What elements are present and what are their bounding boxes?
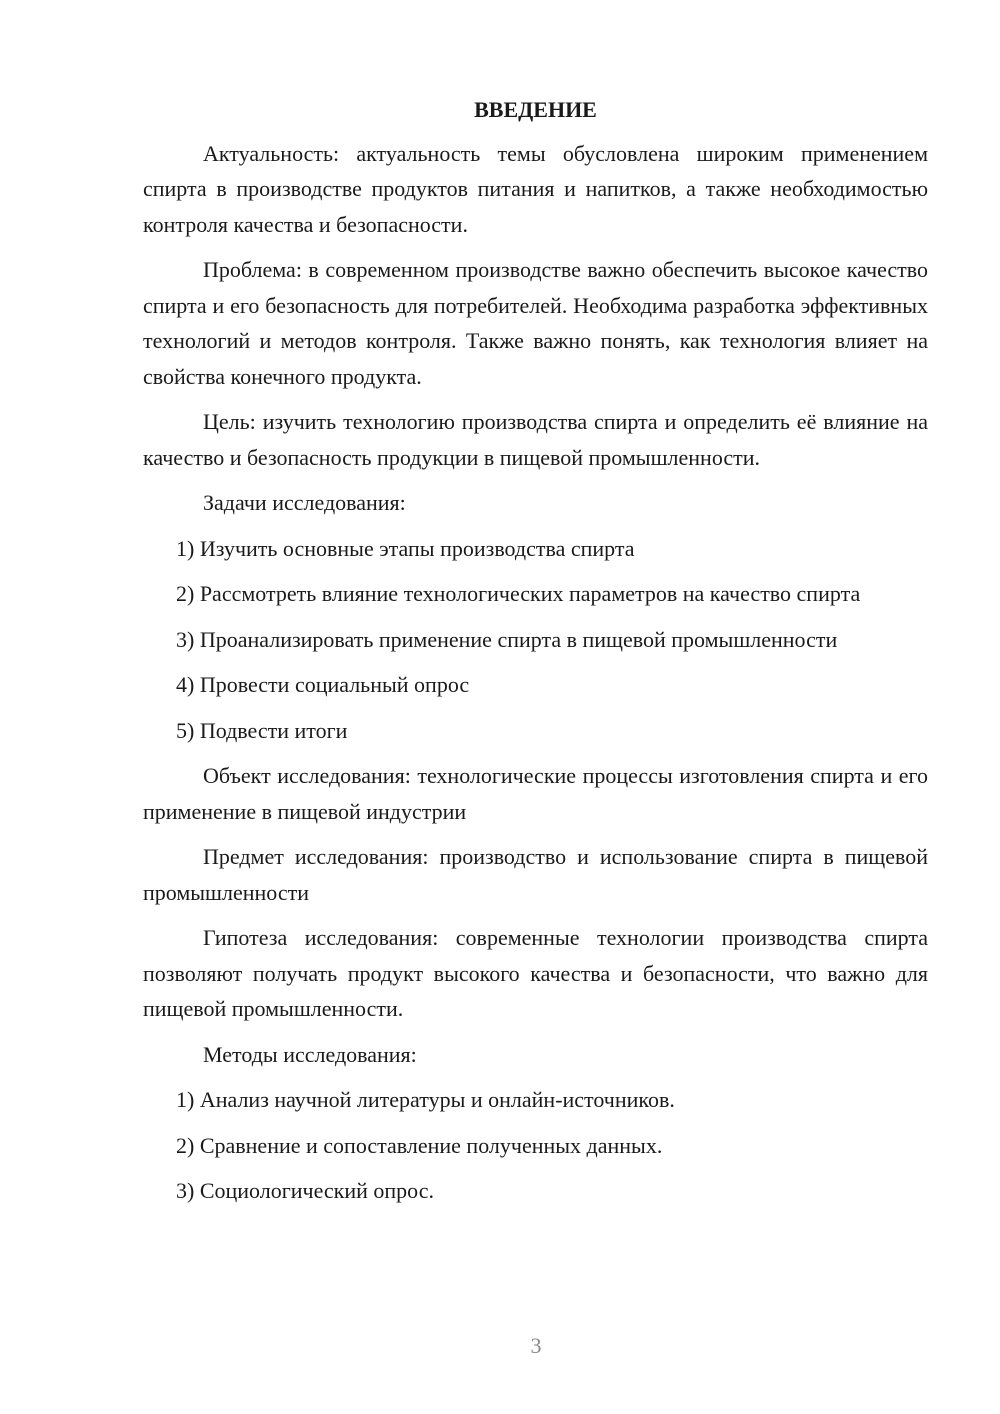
method-item-3: 3) Социологический опрос. bbox=[176, 1178, 434, 1203]
page-number: 3 bbox=[530, 1333, 542, 1358]
task-item-5: 5) Подвести итоги bbox=[176, 717, 348, 743]
task-item-1: 1) Изучить основные этапы производства спирта bbox=[176, 535, 635, 561]
relevance-paragraph: Актуальность: актуальность темы обусловлена широким применением спирта в производстве продуктов питания и напитков, а также необходимостью контроля качества и безопасности. bbox=[143, 140, 928, 237]
method-item-2: 2) Сравнение и сопоставление полученных данных. bbox=[176, 1132, 663, 1158]
goal-paragraph: Цель: изучить технологию производства спирта и определить её влияние на качество и безопасность продукции в пищевой промышленности. bbox=[143, 409, 928, 470]
document-body bbox=[143, 92, 928, 1219]
tasks-heading: Задачи исследования: bbox=[203, 490, 406, 515]
section-title: ВВЕДЕНИЕ bbox=[474, 97, 597, 122]
problem-paragraph: Проблема: в современном производстве важно обеспечить высокое качество спирта и его безопасность для потребителей. Необходима разработка эффективных технологий и методов контроля. Также важно понять, как технология влияет на свойства конечного продукта. bbox=[143, 257, 928, 389]
task-item-3: 3) Проанализировать применение спирта в пищевой промышленности bbox=[176, 626, 838, 652]
hypothesis-paragraph: Гипотеза исследования: современные технологии производства спирта позволяют получать продукт высокого качества и безопасности, что важно для пищевой промышленности. bbox=[143, 925, 928, 1021]
task-item-2: 2) Рассмотреть влияние технологических параметров на качество спирта bbox=[176, 581, 861, 606]
methods-heading: Методы исследования: bbox=[203, 1041, 417, 1067]
subject-paragraph: Предмет исследования: производство и использование спирта в пищевой промышленности bbox=[143, 844, 928, 905]
task-item-4: 4) Провести социальный опрос bbox=[176, 672, 470, 697]
method-item-1: 1) Анализ научной литературы и онлайн-источников. bbox=[176, 1087, 675, 1112]
object-paragraph: Объект исследования: технологические процессы изготовления спирта и его применение в пищевой индустрии bbox=[143, 763, 928, 824]
